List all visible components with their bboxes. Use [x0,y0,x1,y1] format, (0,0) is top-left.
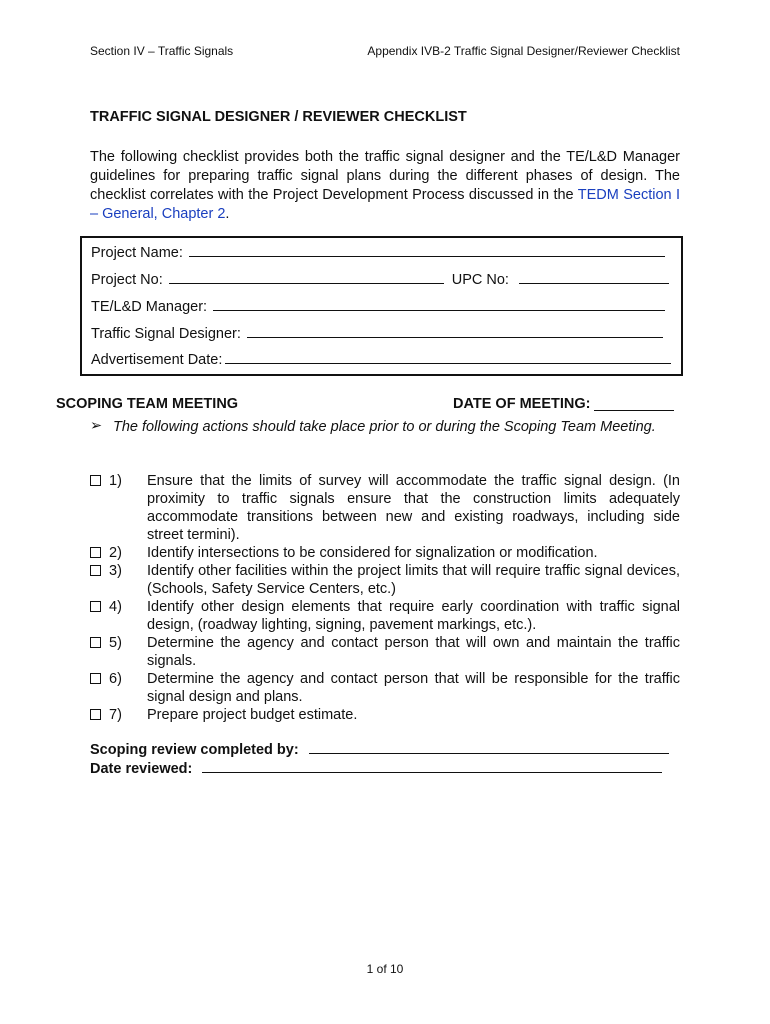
page-title: TRAFFIC SIGNAL DESIGNER / REVIEWER CHECKLIST [90,109,467,125]
manager-row [91,296,665,315]
completed-by-row [90,739,669,758]
checklist-item [90,472,680,544]
designer-label: Traffic Signal Designer: [91,326,241,342]
checklist [90,472,680,724]
designer-row [91,323,663,342]
project-no-row [91,269,669,288]
checklist-item [90,634,680,670]
checkbox-icon[interactable] [90,547,101,558]
item-number: 3) [109,563,122,579]
intro-paragraph [90,148,680,224]
item-text: Determine the agency and contact person that will own and maintain the traffic signals. [147,635,680,669]
page-number: 1 of 10 [366,962,404,976]
ad-date-row [91,349,671,368]
ad-date-field[interactable] [225,349,671,364]
checklist-item [90,544,680,562]
intro-text: The following checklist provides both the traffic signal designer and the TE/L&D Manager guidelines for preparing traffic signal plans during the different phases of design. The checklist correlates with the Project Development Process discussed in the [90,149,680,203]
date-of-meeting-field[interactable] [594,396,674,411]
arrow-bullet-icon: ➢ [90,418,103,434]
item-text: Prepare project budget estimate. [147,707,358,723]
checkbox-icon[interactable] [90,673,101,684]
header-section: Section IV – Traffic Signals [90,44,234,58]
item-text: Identify other facilities within the project limits that will require traffic signal devices, (Schools, Safety Service Centers, etc.) [147,563,680,597]
project-no-label: Project No: [91,272,163,288]
date-reviewed-field[interactable] [202,758,662,773]
intro-end: . [225,206,230,222]
item-number: 7) [109,707,122,723]
manager-label: TE/L&D Manager: [91,299,208,315]
item-text: Determine the agency and contact person that will be responsible for the traffic signal design and plans. [147,671,680,705]
checkbox-icon[interactable] [90,601,101,612]
header-appendix: Appendix IVB-2 Traffic Signal Designer/Reviewer Checklist [367,44,680,58]
tedm-link[interactable]: TEDM Section I – General, Chapter 2 [90,187,681,222]
completed-by-field[interactable] [309,739,669,754]
scoping-heading: SCOPING TEAM MEETING [56,396,239,412]
item-text: Identify other design elements that require early coordination with traffic signal design, (roadway lighting, signing, pavement markings, etc.). [147,599,680,633]
checkbox-icon[interactable] [90,565,101,576]
completed-by-label: Scoping review completed by: [90,742,299,758]
item-number: 5) [109,635,122,651]
item-text: Identify intersections to be considered for signalization or modification. [147,545,598,561]
item-text: Ensure that the limits of survey will accommodate the traffic signal design. (In proximity to traffic signals ensure that the construction limits adequately accommodate transitions between new and existing roadways, including side street termini). [147,473,680,543]
item-number: 4) [109,599,122,615]
date-of-meeting-label: DATE OF MEETING: [453,396,591,412]
date-reviewed-label: Date reviewed: [90,761,193,777]
item-number: 6) [109,671,122,687]
upc-no-label: UPC No: [451,272,509,288]
project-name-field[interactable] [189,242,665,257]
project-info-box [80,236,683,376]
date-of-meeting [453,396,674,412]
checklist-item [90,562,680,598]
scoping-note: The following actions should take place prior to or during the Scoping Team Meeting. [113,419,656,435]
project-no-field[interactable] [169,269,444,284]
date-reviewed-row [90,758,662,777]
checklist-item [90,670,680,706]
checkbox-icon[interactable] [90,709,101,720]
checkbox-icon[interactable] [90,637,101,648]
checklist-item [90,598,680,634]
item-number: 1) [109,473,122,489]
item-number: 2) [109,545,122,561]
upc-no-field[interactable] [519,269,669,284]
project-name-label: Project Name: [91,245,183,261]
manager-field[interactable] [213,296,665,311]
designer-field[interactable] [247,323,663,338]
ad-date-label: Advertisement Date: [91,352,223,368]
project-name-row [91,242,665,261]
checklist-item [90,706,680,724]
checkbox-icon[interactable] [90,475,101,486]
